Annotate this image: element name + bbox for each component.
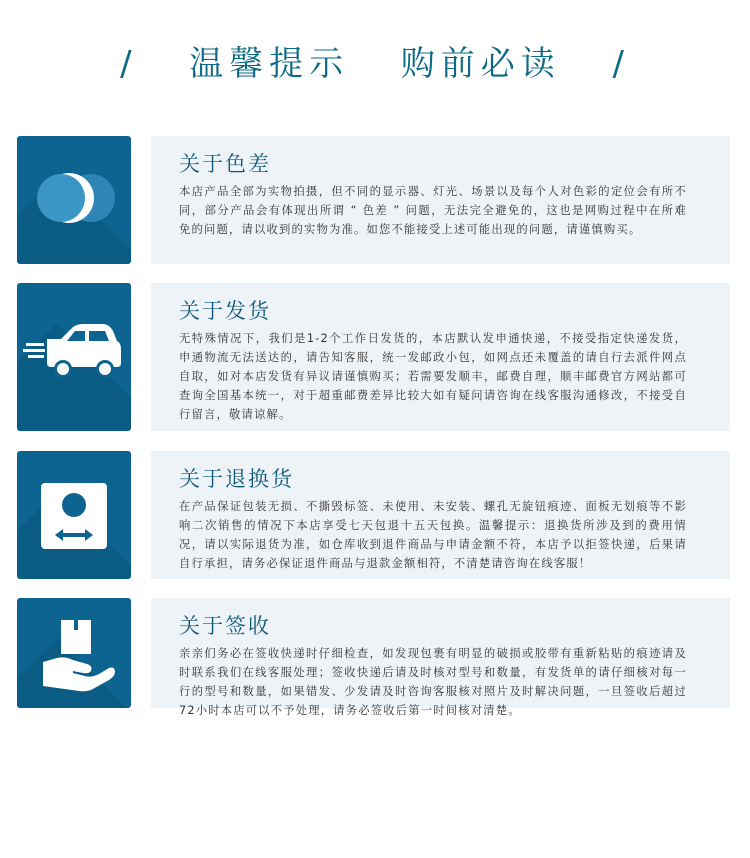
package-receipt-icon	[17, 598, 131, 708]
notice-receipt	[151, 598, 730, 717]
title-slash-left: /	[120, 44, 138, 84]
notice-title: 关于色差	[179, 152, 271, 176]
title-main: 温馨提示	[189, 44, 350, 84]
return-exchange-icon	[17, 451, 131, 579]
notice-shipping	[151, 283, 730, 431]
delivery-car-icon	[17, 283, 131, 431]
title-sub: 购前必读	[400, 44, 561, 84]
page-title	[0, 36, 750, 85]
notice-title: 关于发货	[179, 299, 271, 323]
notice-text: 在产品保证包装无损、不撕毁标签、未使用、未安装、螺孔无旋钮痕迹、面板无划痕等不影响二次销售的情况下本店享受七天包退十五天包换。温馨提示：退换货所涉及到的费用情况，请以实际退货为准，如仓库收到退件商品与申请金额不符，本店予以拒签快递，后果请自行承担，请务必保证退件商品与退款金额相符，不清楚请咨询在线客服！	[179, 500, 687, 570]
notice-color-difference	[151, 136, 730, 264]
color-difference-icon	[17, 136, 131, 264]
notice-text: 亲亲们务必在签收快递时仔细检查，如发现包裹有明显的破损或胶带有重新粘贴的痕迹请及时联系我们在线客服处理；签收快递后请及时核对型号和数量，有发货单的请仔细核对每一行的型号和数量，如果错发、少发请及时咨询客服核对照片及时解决问题，一旦签收后超过72小时本店可以不予处理，请务必签收后第一时间核对清楚。	[179, 647, 687, 717]
notice-return-exchange	[151, 451, 730, 579]
notice-text: 本店产品全部为实物拍摄，但不同的显示器、灯光、场景以及每个人对色彩的定位会有所不同，部分产品会有体现出所谓 “ 色差 ” 问题，无法完全避免的，这也是网购过程中在所难免的问题，请以收到的实物为准。如您不能接受上述可能出现的问题，请谨慎购买。	[179, 185, 687, 236]
notice-title: 关于退换货	[179, 467, 294, 491]
notice-text: 无特殊情况下，我们是1-2个工作日发货的，本店默认发申通快递，不接受指定快递发货，申通物流无法送达的，请告知客服，统一发邮政小包，如网点还未覆盖的请自行去派件网点自取，如对本店发货有异议请谨慎购买；若需要发顺丰，邮费自理，顺丰邮费官方网站都可查询全国基本统一，对于超重邮费差异比较大如有疑问请咨询在线客服沟通修改，不接受自行留言，敬请谅解。	[179, 332, 687, 421]
title-slash-right: /	[612, 44, 630, 84]
notice-title: 关于签收	[179, 614, 271, 638]
